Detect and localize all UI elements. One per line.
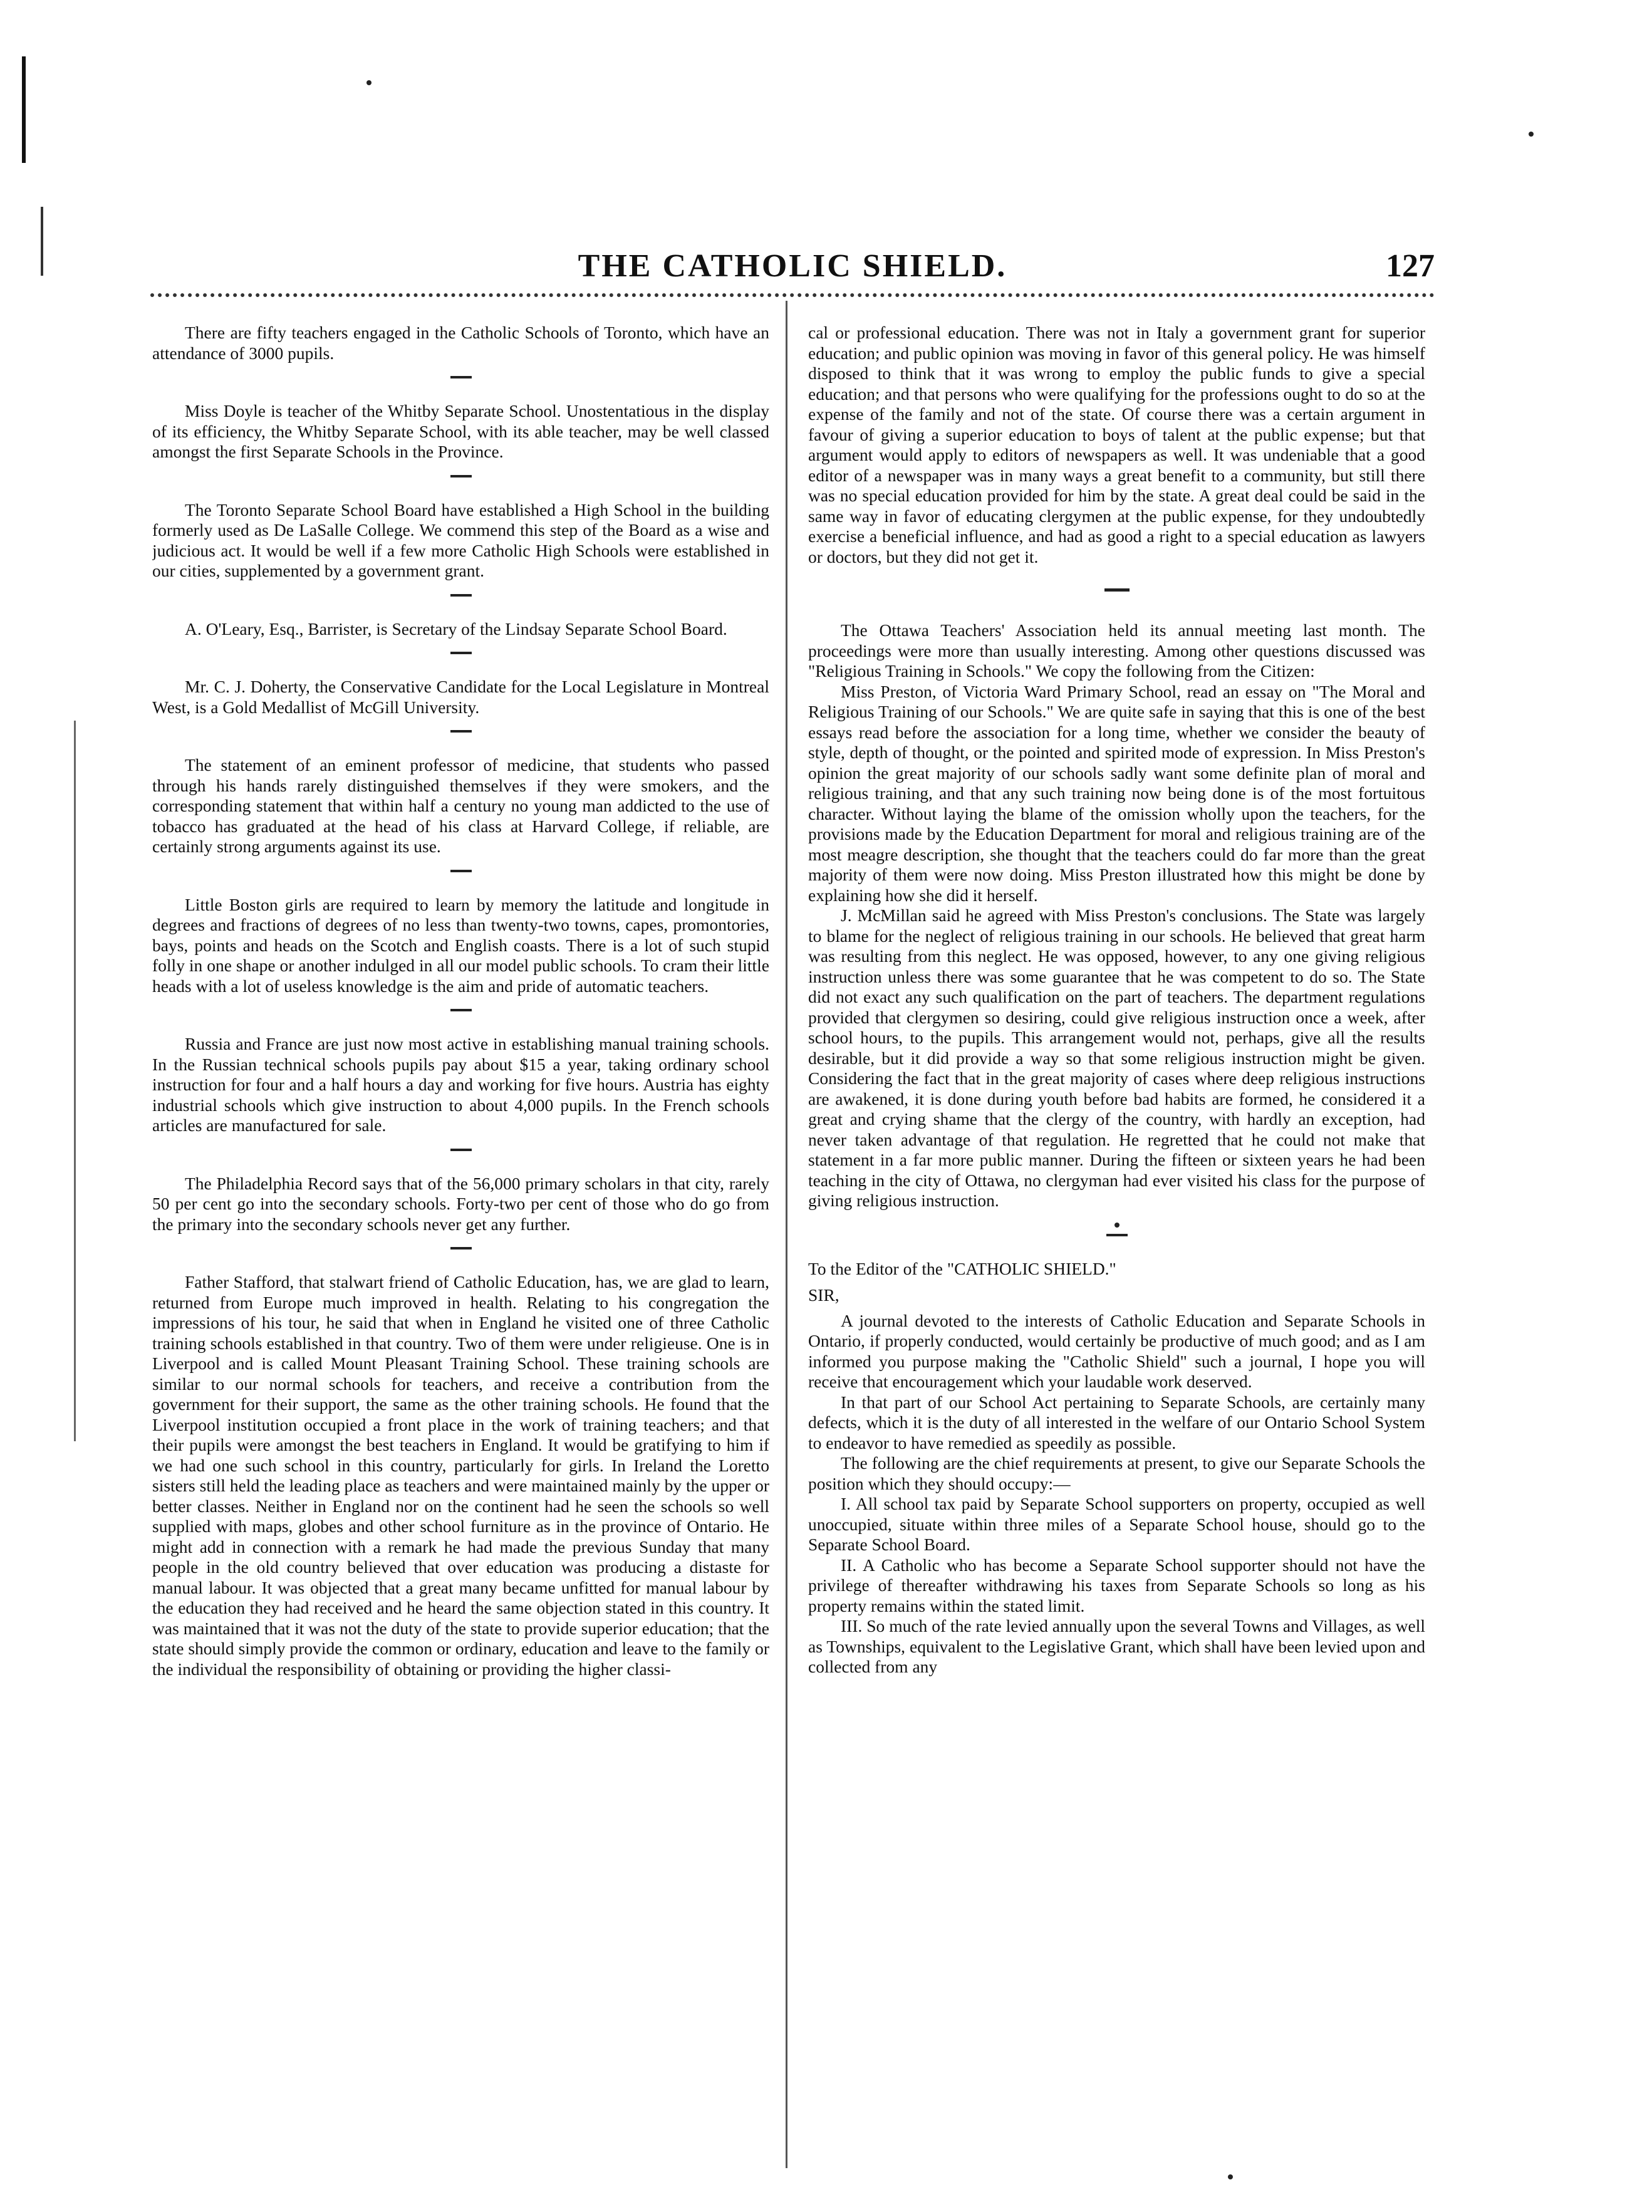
scan-margin-edge: [74, 721, 76, 1441]
scan-speck: [1228, 2174, 1233, 2179]
scan-margin-mark: [41, 207, 43, 276]
separator-dash: [450, 594, 472, 597]
scan-margin-mark: [22, 56, 26, 163]
article-paragraph: The Philadelphia Record says that of the 56,000 primary scholars in that city, rarely 50 per cent go into the secondary schools. Forty-two per cent of those who do go from the primary into the secondary schools never get any further.: [152, 1173, 769, 1234]
article-paragraph: The Toronto Separate School Board have established a High School in the building formerly used as De LaSalle College. We commend this step of the Board as a wise and judicious act. It would be well if a few more Catholic High Schools were established in our cities, supplemented by a government grant.: [152, 499, 769, 580]
article-continuation: cal or professional education. There was not in Italy a government grant for superior education; and public opinion was moving in favor of this general policy. He was himself disposed to think that it was wrong to employ the public funds to give a special education; and that persons who were qualifying for the professions ought to do so at the expense of the family and not of the state. Of course there was a certain argument in favour of giving a superior education to boys of talent at the public expense; but that argument would apply to editors of newspapers as well. It was undeniable that a good editor of a newspaper was in many ways a great benefit to a community, but still there was no special education provided for him by the state. A great deal could be said in the same way in favor of educating clergymen at the public expense, for they undoubtedly exercise a beneficial influence, and had as good a right to a special education as lawyers or doctors, but they did not get it.: [808, 323, 1425, 566]
article-paragraph: A. O'Leary, Esq., Barrister, is Secretary of the Lindsay Separate School Board.: [185, 618, 727, 639]
page-title: THE CATHOLIC SHIELD.: [578, 248, 1007, 284]
page-header: [150, 248, 1435, 291]
article-paragraph: Little Boston girls are required to learn by memory the latitude and longitude in degrees and fractions of degrees of no less than twenty-two towns, capes, promontories, bays, points and heads on the Scotch and English coasts. There is a lot of such stupid folly in one shape or another indulged in all our model public schools. To cram their little heads with a lot of useless knowledge is the aim and pride of automatic teachers.: [152, 894, 769, 996]
separator-dash: [450, 730, 472, 733]
separator-dash: [450, 1247, 472, 1249]
column-divider: [786, 301, 787, 2168]
separator-dash: [450, 376, 472, 378]
letter-paragraph: A journal devoted to the interests of Catholic Education and Separate Schools in Ontario, if properly conducted, would certainly be productive of much good; and as I am informed you purpose making the "Catholic Shield" such a journal, I hope you will receive that encouragement which your laudable work deserved.: [808, 1310, 1425, 1391]
header-rule: [150, 293, 1435, 297]
article-paragraph: Miss Preston, of Victoria Ward Primary School, read an essay on "The Moral and Religious Training of our Schools." We are quite safe in saying that this is one of the best essays read before the association for a long time, whether we consider the beauty of style, depth of thought, or the pointed and spirited mode of expression. In Miss Preston's opinion the great majority of our schools sadly want some definite plan of moral and religious training, and that any such training now being done is of the most fortuitous character. Without laying the blame of the omission wholly upon the teachers, for the provisions made by the Education Department for moral and religious training are of the most meagre description, she thought that the teachers could do far more than the great majority of them were now doing. Miss Preston illustrated how this might be done by explaining how she did it herself.: [808, 681, 1425, 905]
article-paragraph: Father Stafford, that stalwart friend of Catholic Education, has, we are glad to learn, returned from Europe much improved in health. Relating to his congregation the impressions of his tour, he said that when in England he visited one of three Catholic training schools established in that country. Two of them were under religieuse. One is in Liverpool and is called Mount Pleasant Training School. These training schools are similar to our normal schools for teachers, and receive a contribution from the government for their support, the same as the other training schools. He found that the Liverpool institution occupied a front place in the work of training teachers; and that their pupils were amongst the best teachers in England. It would be gratifying to him if we had one such school in this country, particularly for girls. In Ireland the Loretto sisters still held the leading place as teachers and were maintained mainly by the upper or better classes. Neither in England nor on the continent had he seen the schools so well supplied with maps, globes and other school furniture as in the province of Ontario. He might add in connection with a remark he had made the previous Sunday that many people in the old country believed that over education was producing a distaste for manual labour. It was objected that a great many became unfitted for manual labour by the education they had received and he heard the same objection stated in this country. It was maintained that it was not the duty of the state to provide superior education; that the state should simply provide the common or ordinary, education and leave to the family or the individual the responsibility of obtaining or providing the higher classi-: [152, 1272, 769, 1679]
separator-dash: [450, 1149, 472, 1151]
article-paragraph: Miss Doyle is teacher of the Whitby Separate School. Unostentatious in the display of its efficiency, the Whitby Separate School, with its able teacher, may be well classed amongst the first Separate Schools in the Province.: [152, 401, 769, 461]
separator-dash: [1106, 1234, 1128, 1236]
article-paragraph: Mr. C. J. Doherty, the Conservative Candidate for the Local Legislature in Montreal West, is a Gold Medallist of McGill University.: [152, 677, 769, 717]
article-paragraph: There are fifty teachers engaged in the Catholic Schools of Toronto, which have an attendance of 3000 pupils.: [152, 323, 769, 363]
article-paragraph: Russia and France are just now most active in establishing manual training schools. In the Russian technical schools pupils pay about $15 a year, taking ordinary school instruction for four and a half hours a day and working for five hours. Austria has eighty industrial schools which give instruction to about 4,000 pupils. In the French schools articles are manufactured for sale.: [152, 1034, 769, 1135]
letter-paragraph: I. All school tax paid by Separate School supporters on property, occupied as well unoccupied, situate within three miles of a Separate School house, should go to the Separate School Board.: [808, 1494, 1425, 1554]
separator-dash: [1104, 588, 1130, 592]
letter-addressee: To the Editor of the "CATHOLIC SHIELD.": [808, 1258, 1116, 1278]
letter-paragraph: III. So much of the rate levied annually upon the several Towns and Villages, as well as Townships, equivalent to the Legislative Grant, which shall have been levied upon and collected from any: [808, 1616, 1425, 1676]
right-column: [808, 323, 1425, 2171]
letter-paragraph: The following are the chief requirements at present, to give our Separate Schools the position which they should occupy:—: [808, 1453, 1425, 1493]
separator-dash: [450, 1009, 472, 1011]
letter-paragraph: II. A Catholic who has become a Separate School supporter should not have the privilege of thereafter withdrawing his taxes from Separate Schools so long as his property remains within the stated limit.: [808, 1555, 1425, 1615]
left-column: [152, 323, 769, 2171]
separator-dash: [450, 475, 472, 477]
article-paragraph: The statement of an eminent professor of medicine, that students who passed through his hands rarely distinguished themselves if they were smokers, and the corresponding statement that within half a century no young man addicted to the use of tobacco has graduated at the head of his class at Harvard College, if reliable, are certainly strong arguments against its use.: [152, 755, 769, 856]
letter-salutation: SIR,: [808, 1285, 839, 1305]
separator-dash: [450, 652, 472, 654]
scan-speck: [366, 80, 371, 85]
separator-dot: [1114, 1223, 1120, 1228]
article-paragraph: The Ottawa Teachers' Association held its annual meeting last month. The proceedings were more than usually interesting. Among other questions discussed was "Religious Training in Schools." We copy the following from the Citizen:: [808, 620, 1425, 681]
article-paragraph: J. McMillan said he agreed with Miss Preston's conclusions. The State was largely to blame for the neglect of religious training in our schools. He believed that great harm was resulting from this neglect. He was opposed, however, to any one giving religious instruction unless there was some guarantee that he was competent to do so. The State did not exact any such qualification on the part of teachers. The department regulations provided that clergymen so desiring, could give religious instruction once a week, after school hours, to the pupils. This arrangement would not, perhaps, give all the results desirable, but it did provide a way so that some religious instruction might be given. Considering the fact that in the great majority of cases where deep religious instructions are awakened, it is done during youth before bad habits are formed, he considered it a great and crying shame that the clergy of the country, with hardly an exception, had never taken advantage of that regulation. He regretted that he could not make that statement in a far more public manner. During the fifteen or sixteen years he had been teaching in the city of Ottawa, no clergyman had ever visited his class for the purpose of giving religious instruction.: [808, 905, 1425, 1210]
page-number: 127: [1386, 248, 1435, 284]
letter-paragraph: In that part of our School Act pertaining to Separate Schools, are certainly many defects, which it is the duty of all interested in the welfare of our Ontario School System to endeavor to have remedied as speedily as possible.: [808, 1392, 1425, 1453]
separator-dash: [450, 870, 472, 872]
scan-speck: [1529, 132, 1534, 137]
